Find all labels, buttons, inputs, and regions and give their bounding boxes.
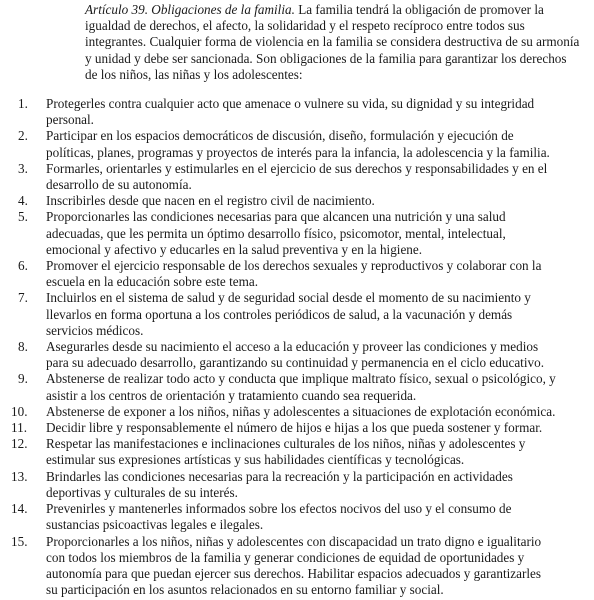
list-item-number: 6. — [18, 258, 28, 274]
list-item — [0, 436, 594, 468]
list-item-number: 15. — [11, 533, 28, 549]
list-item-text: Respetar las manifestaciones e inclinaciones culturales de los niños, niñas y adolescentes y estimular sus expresiones artísticas y sus habilidades científicas y tecnológicas. — [46, 436, 526, 468]
list-item-text: Inscribirles desde que nacen en el registro civil de nacimiento. — [46, 193, 375, 209]
article-heading: Artículo 39. Obligaciones de la familia. — [85, 2, 295, 17]
list-item-number: 3. — [18, 160, 28, 176]
list-item-text: Prevenirles y mantenerles informados sobre los efectos nocivos del uso y el consumo de sustancias psicoactivas legales e ilegales. — [46, 501, 512, 533]
list-item-text: Decidir libre y responsablemente el número de hijos e hijas a los que pueda sostener y formar. — [46, 420, 543, 436]
list-item — [0, 96, 594, 128]
list-item-text: Brindarles las condiciones necesarias para la recreación y la participación en actividades deportivas y culturales de su interés. — [46, 468, 513, 500]
list-item — [0, 469, 594, 501]
list-item-number: 9. — [18, 371, 28, 387]
list-item-number: 12. — [11, 436, 28, 452]
list-item-text: Incluirlos en el sistema de salud y de seguridad social desde el momento de su nacimiento y llevarlos en forma oportuna a los controles periódicos de salud, a la vacunación y demás servicios médicos. — [46, 290, 531, 338]
list-item-number: 11. — [11, 420, 27, 436]
list-item-number: 5. — [18, 209, 28, 225]
list-item-text: Formarles, orientarles y estimularles en el ejercicio de sus derechos y responsabilidades y en el desarrollo de su autonomía. — [46, 160, 548, 193]
list-item-number: 10. — [11, 403, 28, 419]
list-item — [0, 258, 594, 290]
list-item-number: 2. — [18, 128, 28, 144]
article-intro-paragraph — [85, 2, 580, 83]
list-item-text: Abstenerse de exponer a los niños, niñas y adolescentes a situaciones de explotación económica. — [46, 403, 556, 419]
list-item — [0, 404, 594, 420]
list-item-number: 13. — [11, 468, 28, 484]
list-item-text: Asegurarles desde su nacimiento el acceso a la educación y proveer las condiciones y medios para su adecuado desarrollo, garantizando su continuidad y permanencia en el ciclo educativo. — [46, 339, 544, 371]
list-item-number: 14. — [11, 501, 28, 517]
list-item — [0, 128, 594, 160]
list-item — [0, 161, 594, 193]
list-item-number: 4. — [18, 193, 28, 209]
list-item-text: Proporcionarles las condiciones necesarias para que alcancen una nutrición y una salud adecuadas, que les permita un óptimo desarrollo físico, psicomotor, mental, intelectual, emocional y afectivo y educarles en la salud preventiva y en la higiene. — [46, 209, 506, 257]
list-item-number: 8. — [18, 339, 28, 355]
list-item-number: 7. — [18, 290, 28, 306]
article-intro-text: La familia tendrá la obligación de promover la igualdad de derechos, el afecto, la solidaridad y el respeto recíproco entre todos sus integrantes. Cualquier forma de violencia en la familia se considera destructiva de su armonía y unidad y debe ser sancionada. Son obligaciones de la familia para garantizar los derechos de los niños, las niñas y los adolescentes: — [85, 2, 580, 82]
list-item — [0, 501, 594, 533]
list-item-text: Proporcionarles a los niños, niñas y adolescentes con discapacidad un trato digno e igualitario con todos los miembros de la familia y generar condiciones de equidad de oportunidades y autonomía para que puedan ejercer sus derechos. Habilitar espacios adecuados y garantizarles su participación en los asuntos relacionados en su entorno familiar y social. — [46, 533, 542, 598]
list-item-text: Abstenerse de realizar todo acto y conducta que implique maltrato físico, sexual o psicológico, y asistir a los centros de orientación y tratamiento cuando sea requerida. — [46, 371, 556, 403]
list-item — [0, 420, 594, 436]
list-item-text: Promover el ejercicio responsable de los derechos sexuales y reproductivos y colaborar con la escuela en la educación sobre este tema. — [46, 258, 542, 290]
list-item-text: Participar en los espacios democráticos de discusión, diseño, formulación y ejecución de políticas, planes, programas y proyectos de interés para la infancia, la adolescencia y la familia. — [46, 128, 550, 160]
list-item — [0, 193, 594, 209]
list-item-text: Protegerles contra cualquier acto que amenace o vulnere su vida, su dignidad y su integridad personal. — [46, 96, 535, 128]
list-item — [0, 209, 594, 258]
list-item — [0, 371, 594, 403]
list-item — [0, 339, 594, 371]
list-item — [0, 290, 594, 339]
list-item — [0, 534, 594, 599]
list-item-number: 1. — [18, 96, 28, 112]
obligations-list — [0, 96, 594, 598]
